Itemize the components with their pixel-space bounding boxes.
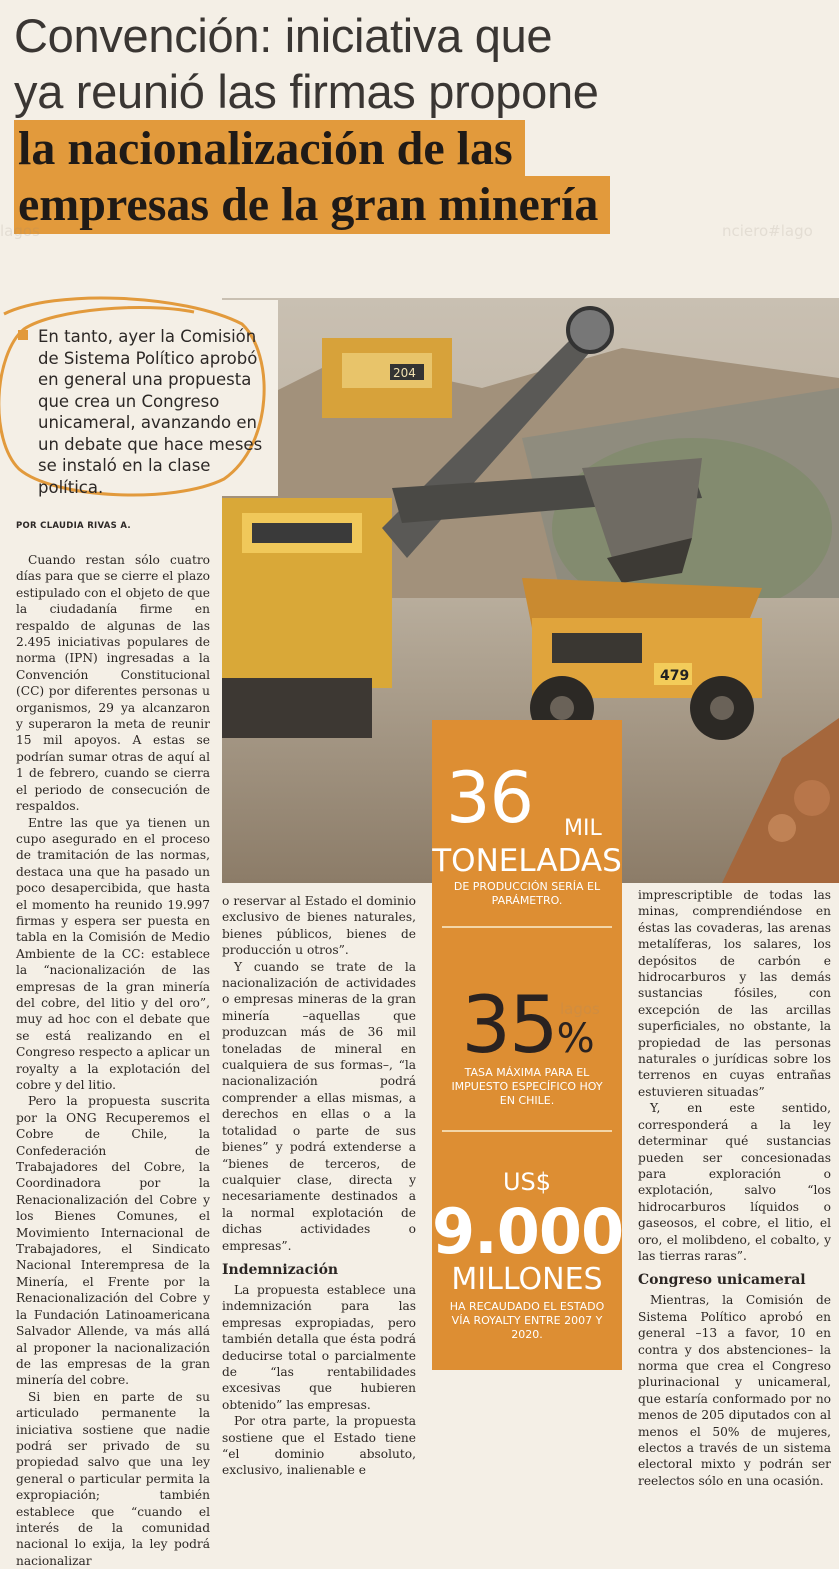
- stat-tax-unit: %: [556, 1016, 593, 1062]
- article-column-3: [638, 887, 831, 1489]
- paragraph: Mientras, la Comisión de Sistema Político aprobó en general –13 a favor, 10 en contra y dos abstenciones– la norma que crea el Congreso plurinacional y unicameral, que estaría conformado por no menos de 205 diputados con al menos el 50% de mujeres, electos a través de un sistema electoral mixto y podrán ser reelectos sólo en una ocasión.: [638, 1293, 831, 1488]
- watermark-mid: lagos: [560, 1000, 600, 1018]
- headline-line-4: [14, 176, 829, 232]
- paragraph: o reservar al Estado el dominio exclusivo de bienes naturales, bienes públicos, bienes de producción u otros”.: [222, 894, 416, 958]
- watermark-left: lagos: [0, 222, 40, 240]
- stat-production-value: 36: [446, 757, 534, 839]
- headline-line-1: Convención: iniciativa que: [14, 9, 553, 62]
- section-heading-congreso: Congreso unicameral: [638, 1272, 806, 1289]
- photo-truck-number-left: 204: [393, 366, 416, 380]
- stat-royalty-unit: MILLONES: [451, 1262, 603, 1297]
- paragraph: Pero la propuesta suscrita por la ONG Recuperemos el Cobre de Chile, la Confederación de Trabajadores del Cobre, la Coordinadora por la Renacionalización del Cobre y los Bienes Comunes, el Movimiento Internacional de Trabajadores, el Sindicato Nacional Interempresa de la Minería, el Frente por la Renacionalización del Cobre y la Fundación Latinoamericana Salvador Allende, va más allá al proponer la nacionalización de las empresas de la gran minería del cobre.: [16, 1094, 210, 1388]
- stat-royalty-desc: HA RECAUDADO EL ESTADO VÍA ROYALTY ENTRE 2007 Y 2020.: [449, 1300, 605, 1341]
- lead-bullet-icon: [18, 330, 28, 340]
- stat-royalty-value: 9.000: [432, 1195, 624, 1268]
- headline-highlight-1: la nacionalización de las: [14, 120, 525, 178]
- stats-divider: [442, 926, 612, 928]
- stats-divider: [442, 1130, 612, 1132]
- paragraph: Y cuando se trate de la nacionalización de actividades o empresas mineras de la gran minería –aquellas que produzcan más de 36 mil toneladas de mineral en cualquiera de sus formas–, “la nacionalización podrá comprender a ellas mismas, a derechos en ellas o a la totalidad o parte de sus bienes” y podrá extenderse a “bienes de terceros, de cualquier clase, directa y necesariamente destinados a la normal explotación de dichas actividades o empresas”.: [222, 959, 416, 1253]
- headline-highlight-2: empresas de la gran minería: [14, 176, 610, 234]
- stat-production-unit-2: TONELADAS: [432, 843, 622, 879]
- headline-line-2: ya reunió las firmas propone: [14, 65, 599, 118]
- stat-tax-desc: TASA MÁXIMA PARA EL IMPUESTO ESPECÍFICO HOY EN CHILE.: [451, 1066, 603, 1107]
- stat-production-unit: MIL: [564, 816, 602, 841]
- section-heading-indemnizacion: Indemnización: [222, 1261, 339, 1278]
- headline-line-3: [14, 120, 829, 176]
- stats-panel: [432, 720, 622, 1370]
- stat-tax-number: 35: [461, 981, 557, 1071]
- lead-text: En tanto, ayer la Comisión de Sistema Político aprobó en general una propuesta que crea un Congreso unicameral, avanzando en un debate que hace meses se instaló en la clase política.: [38, 327, 263, 497]
- paragraph: Cuando restan sólo cuatro días para que se cierre el plazo estipulado con el objeto de que la ciudadanía firme en respaldo de algunas de las 2.495 iniciativas populares de norma (IPN) ingresadas a la Convención Constitucional (CC) por diferentes personas u organismos, 29 ya alcanzaron y superaron la meta de reunir 15 mil apoyos. A estas se podrían sumar otras de aquí al 1 de febrero, cuando se cierra el periodo de consecución de respaldos.: [16, 553, 210, 814]
- paragraph: Entre las que ya tienen un cupo asegurado en el proceso de tramitación de las normas, destaca una que ha pasado un poco desapercibida, que hasta el momento ha reunido 19.997 firmas y espera ser puesta en tabla en la Comisión de Medio Ambiente de la CC: establece la “nacionalización de las empresas de la gran minería del cobre, del litio y del oro”, muy ad hoc con el debate que se está realizando en el Congreso respecto a aplicar un royalty a la explotación del cobre y del litio.: [16, 815, 210, 1092]
- paragraph: Por otra parte, la propuesta sostiene que el Estado tiene “el dominio absoluto, exclusivo, inalienable e: [222, 1414, 416, 1478]
- paragraph: Si bien en parte de su articulado permanente la iniciativa sostiene que nadie podrá ser privado de su propiedad salvo que una ley general o particular permita la expropiación; también establece que “cuando el interés de la comunidad nacional lo exija, la ley podrá nacionalizar: [16, 1389, 210, 1568]
- stat-production-desc: DE PRODUCCIÓN SERÍA EL PARÁMETRO.: [453, 880, 601, 907]
- paragraph: Y, en este sentido, corresponderá a la ley determinar qué sustancias pueden ser concesionadas para exploración o explotación, salvo “los hidrocarburos líquidos o gaseosos, el cobre, el litio, el oro, el molibdeno, el cobalto, y las tierras raras”.: [638, 1101, 831, 1263]
- article-column-1: [16, 552, 210, 1569]
- article-column-2: [222, 893, 416, 1479]
- watermark-right: nciero#lago: [722, 222, 813, 240]
- byline: POR CLAUDIA RIVAS A.: [16, 521, 131, 531]
- paragraph: La propuesta establece una indemnización para las empresas expropiadas, pero también detalla que ésta podrá deducirse total o parcialmente de “las rentabilidades excesivas que hubieren obtenido” las empresas.: [222, 1282, 416, 1412]
- photo-truck-number-right: 479: [660, 668, 690, 684]
- headline: [14, 8, 829, 232]
- paragraph: imprescriptible de todas las minas, comprendiéndose en éstas las covaderas, las arenas metalíferas, los salares, los depósitos de carbón e hidrocarburos y las demás sustancias fósiles, con excepción de las arcillas superficiales, no obstante, la propiedad de las personas naturales o jurídicas sobre los terrenos en cuyas entrañas estuvieren situadas”: [638, 888, 831, 1099]
- stat-royalty-currency: US$: [502, 1168, 552, 1196]
